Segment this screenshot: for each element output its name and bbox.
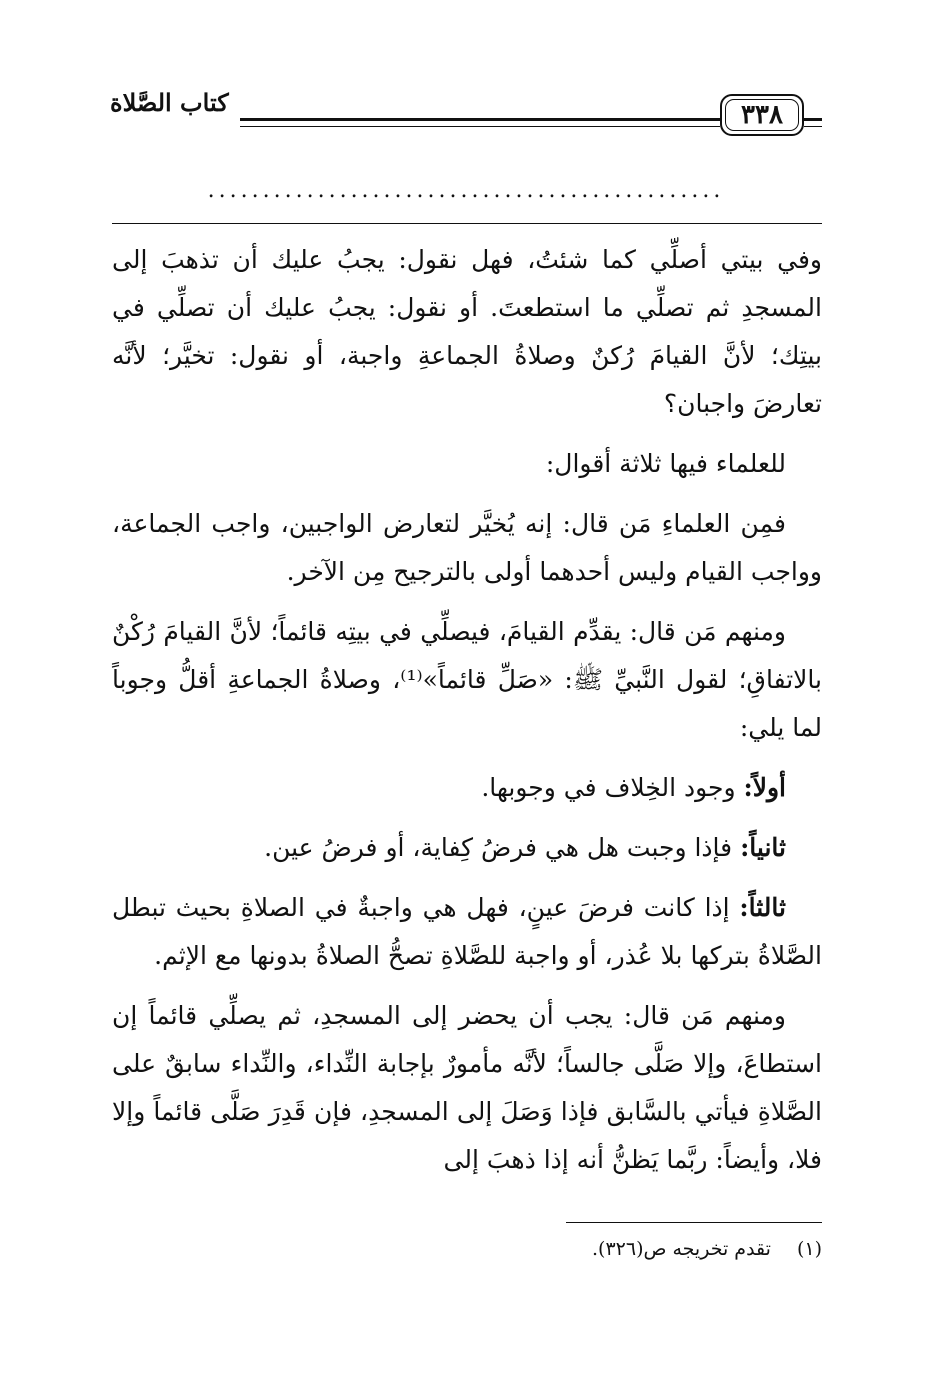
paragraph — [112, 824, 822, 872]
paragraph — [112, 440, 822, 488]
header-rule-thin — [240, 126, 720, 127]
paragraph — [112, 500, 822, 596]
page-header — [110, 88, 822, 144]
paragraph-text: فمِن العلماءِ مَن قال: إنه يُخيَّر لتعارض الواجبين، واجب الجماعة، وواجب القيام وليس أحدهما أولى بالترجيح مِن الآخر. — [112, 509, 822, 586]
footnote-rule — [566, 1222, 822, 1223]
header-rule-thick — [240, 118, 720, 121]
paragraph — [112, 992, 822, 1184]
header-rule-end-thin — [804, 126, 822, 127]
paragraph-label: ثالثاً: — [739, 893, 786, 922]
footnote-number: (١) — [796, 1238, 822, 1260]
separator-dots: ............................................... — [207, 178, 725, 203]
paragraph-text: ومنهم مَن قال: يجب أن يحضر إلى المسجدِ، ثم يصلِّي قائماً إن استطاعَ، وإلا صَلَّى جالساً؛ لأنَّه مأمورٌ بإجابة النِّداء، والنِّداء سابقٌ على الصَّلاةِ فيأتي بالسَّابق فإذا وَصَلَ إلى المسجدِ، فإن قَدِرَ صَلَّى قائماً وإلا فلا، وأيضاً: ربَّما يَظنُّ أنه إذا ذهبَ إلى — [112, 1001, 822, 1174]
footnote-text: تقدم تخريجه ص(٣٢٦). — [591, 1238, 771, 1260]
paragraph-text: للعلماء فيها ثلاثة أقوال: — [545, 449, 786, 478]
paragraph-text: وفي بيتي أصلِّي كما شئتُ، فهل نقول: يجبُ عليك أن تذهبَ إلى المسجدِ ثم تصلِّي ما استطعتَ. أو نقول: يجبُ عليك أن تصلِّي في بيتِك؛ لأنَّ القيامَ رُكنٌ وصلاةُ الجماعةِ واجبة، أو نقول: تخيَّر؛ لأنَّه تعارضَ واجبان؟ — [112, 245, 822, 418]
paragraph-label: أولاً: — [743, 773, 786, 802]
footnote — [112, 1234, 822, 1264]
main-text — [112, 236, 822, 1196]
paragraph-text: وجود الخِلاف في وجوبها. — [481, 773, 744, 802]
paragraph — [112, 608, 822, 752]
paragraph-text: إذا كانت فرضَ عينٍ، فهل هي واجبةٌ في الصلاةِ بحيث تبطل الصَّلاةُ بتركها بلا عُذر، أو واجبة للصَّلاةِ تصحُّ الصلاةُ بدونها مع الإثم. — [112, 893, 822, 970]
paragraph-label: ثانياً: — [740, 833, 786, 862]
paragraph — [112, 884, 822, 980]
book-title: كتاب الصَّلاة — [110, 88, 229, 117]
page-number: ٣٣٨ — [720, 94, 804, 136]
paragraph-text: فإذا وجبت هل هي فرضُ كِفاية، أو فرضُ عين. — [264, 833, 741, 862]
header-rule-end-thick — [804, 118, 822, 121]
top-rule — [112, 223, 822, 224]
paragraph-text: ومنهم مَن قال: يقدِّم القيامَ، فيصلِّي في بيتِه قائماً؛ لأنَّ القيامَ رُكْنٌ بالاتفاقِ؛ لقول النَّبيِّ ﷺ: «صَلِّ قائماً»⁽¹⁾، وصلاةُ الجماعةِ أقلُّ وجوباً لما يلي: — [112, 617, 823, 742]
paragraph — [112, 764, 822, 812]
paragraph — [112, 236, 822, 428]
